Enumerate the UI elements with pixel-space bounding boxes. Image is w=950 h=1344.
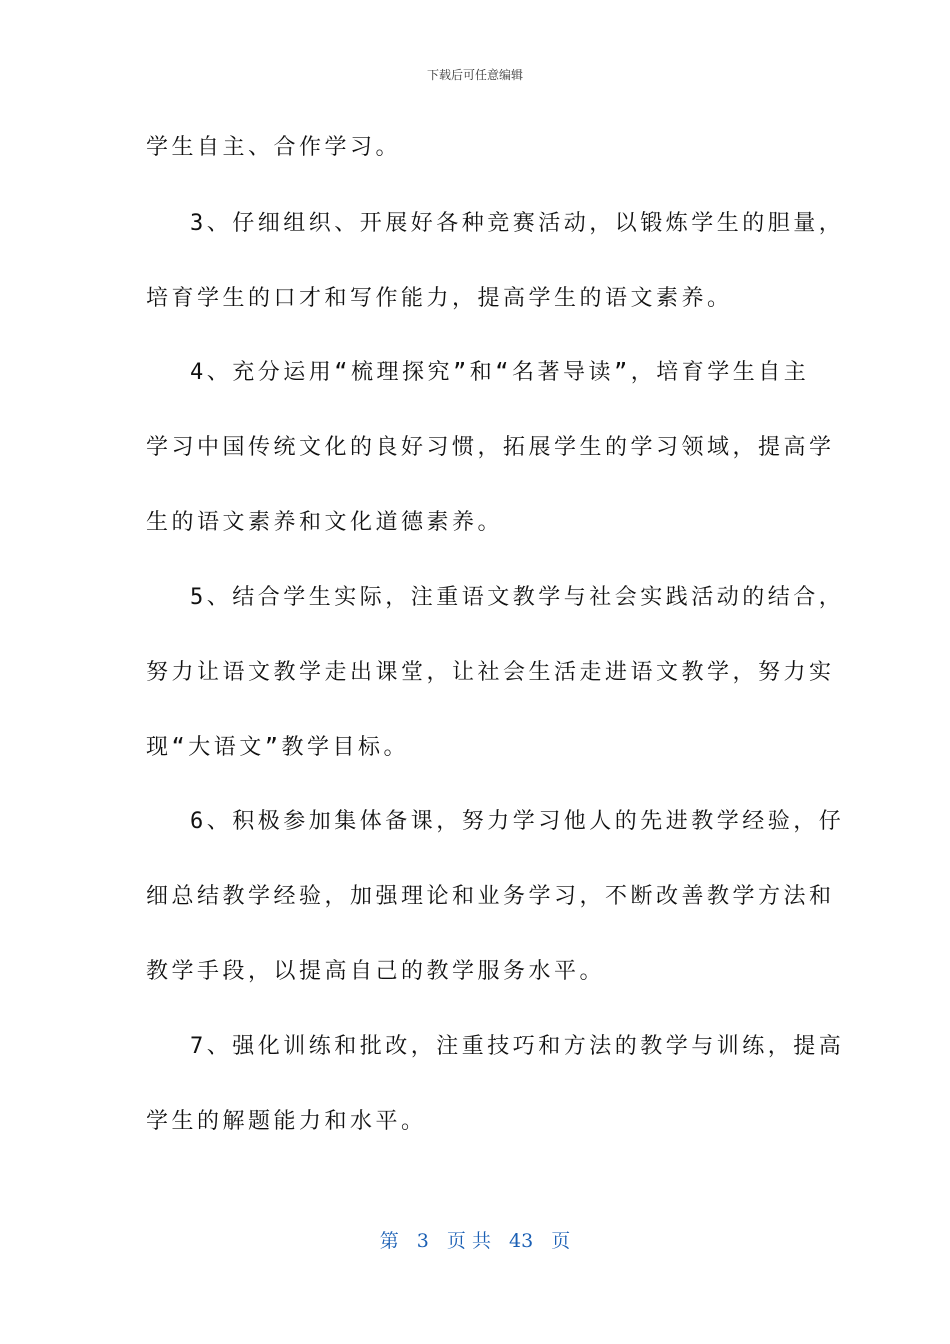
body-line: 6、积极参加集体备课，努力学习他人的先进教学经验，仔 (190, 809, 845, 834)
body-line: 3、仔细组织、开展好各种竞赛活动，以锻炼学生的胆量， (190, 211, 845, 236)
body-line: 生的语文素养和文化道德素养。 (146, 510, 504, 535)
body-line: 5、结合学生实际，注重语文教学与社会实践活动的结合， (190, 585, 845, 610)
body-line: 教学手段，以提高自己的教学服务水平。 (146, 959, 606, 984)
body-line: 努力让语文教学走出课堂，让社会生活走进语文教学，努力实 (146, 660, 835, 685)
body-line: 学生的解题能力和水平。 (146, 1109, 427, 1134)
body-line: 学生自主、合作学习。 (146, 135, 402, 160)
body-line: 学习中国传统文化的良好习惯，拓展学生的学习领域，提高学 (146, 435, 835, 460)
body-line: 细总结教学经验，加强理论和业务学习，不断改善教学方法和 (146, 884, 835, 909)
body-line: 培育学生的口才和写作能力，提高学生的语文素养。 (146, 286, 733, 311)
footer-prefix: 第 (379, 1230, 399, 1252)
footer-mid: 页 共 (446, 1230, 491, 1252)
body-line: 4、充分运用“梳理探究”和“名著导读”，培育学生自主 (190, 360, 810, 385)
footer-suffix: 页 (551, 1230, 571, 1252)
body-line: 7、强化训练和批改，注重技巧和方法的教学与训练，提高 (190, 1034, 845, 1059)
page-number: 3 (416, 1230, 429, 1252)
page-footer (0, 1226, 950, 1253)
total-pages: 43 (509, 1230, 534, 1252)
page-header: 下载后可任意编辑 (426, 68, 523, 82)
body-line: 现“大语文”教学目标。 (146, 735, 409, 760)
